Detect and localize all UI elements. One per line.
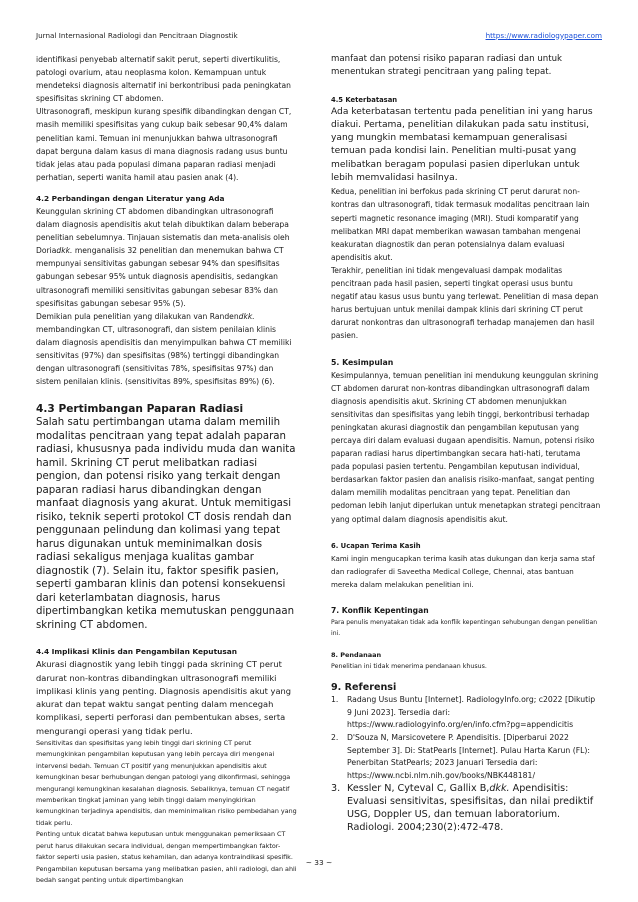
ultrasound-paragraph: Ultrasonografi, meskipun kurang spesifik dibandingkan dengan CT, masih memiliki spesifisitas yang cukup baik sebesar 90,4% dalam penelitian kami. Temuan ini menunjukkan bahwa ultrasonografi dapat berguna dalam kasus di mana diagnosis radang usus buntu tidak jelas atau pada populasi dimana paparan radiasi menjadi perhatian, seperti wanita hamil atau pasien anak (4). <box>36 107 292 182</box>
reference-item: 1. Radang Usus Buntu [Internet]. RadiologyInfo.org; c2022 [Dikutip 9 Juni 2023]. Tersedia dari: https://www.radiologyinfo.org/en/info.cfm?pg=appendicitis <box>331 695 596 730</box>
journal-url-link[interactable]: https://www.radiologypaper.com <box>485 30 602 40</box>
section-4-2-heading: 4.2 Perbandingan dengan Literatur yang Ada <box>36 193 225 203</box>
section-4-4-heading: 4.4 Implikasi Klinis dan Pengambilan Keputusan <box>36 647 238 657</box>
section-6-paragraph: Kami ingin mengucapkan terima kasih atas dukungan dan kerja sama staf dan radiografer di Saveetha Medical College, Chennai, atas bantuan mereka dalam melakukan penelitian ini. <box>331 553 595 589</box>
section-8-heading: 8. Pendanaan <box>331 650 382 659</box>
section-8-paragraph: Penelitian ini tidak menerima pendanaan khusus. <box>331 662 487 670</box>
section-4-5-paragraph-1: Ada keterbatasan tertentu pada penelitian ini yang harus diakui. Pertama, penelitian dilakukan pada satu institusi, yang mungkin membatasi kemampuan generalisasi temuan pada kondisi lain. Penelitian multi-pusat yang melibatkan beragam populasi pasien diperlukan untuk lebih memvalidasi hasilnya. <box>331 106 593 184</box>
section-4-5-heading: 4.5 Keterbatasan <box>331 95 398 104</box>
section-7-paragraph: Para penulis menyatakan tidak ada konflik kepentingan sehubungan dengan penelitian ini. <box>331 618 598 638</box>
section-9-heading: 9. Referensi <box>331 682 397 694</box>
continued-paragraph: manfaat dan potensi risiko paparan radiasi dan untuk menentukan strategi pencitraan yang paling tepat. <box>331 54 563 78</box>
section-4-4-paragraph-3: Penting untuk dicatat bahwa keputusan untuk menggunakan pemeriksaan CT perut harus dilakukan secara individual, dengan mempertimbangkan faktor-faktor seperti usia pasien, status kehamilan, dan adanya kontraindikasi spesifik. Pengambilan keputusan bersama yang melibatkan pasien, ahli radiologi, dan ahli bedah sangat penting untuk dipertimbangkan <box>36 830 297 884</box>
page-header <box>36 28 602 42</box>
intro-paragraph: identifikasi penyebab alternatif sakit perut, seperti divertikulitis, patologi ovarium, atau neoplasma kolon. Kemampuan untuk mendeteksi diagnosis alternatif ini berkontribusi pada peningkatan spesifisitas skrining CT abdomen. <box>36 55 291 104</box>
reference-item: 2. D'Souza N, Marsicovetere P. Apendisitis. [Diperbarui 2022 September 3]. Di: StatPearls [Internet]. Pulau Harta Karun (FL): Penerbitan StatPearls; 2023 Januari Tersedia dari: https://www.ncbi.nlm.nih.gov/books/NBK448181/ <box>331 732 590 780</box>
section-7-heading: 7. Konflik Kepentingan <box>331 605 429 615</box>
section-4-3-paragraph: Salah satu pertimbangan utama dalam memilih modalitas pencitraan yang tepat adalah paparan radiasi, khususnya pada individu muda dan wanita hamil. Skrining CT perut melibatkan radiasi pengion, dan potensi risiko yang terkait dengan paparan radiasi harus dibandingkan dengan manfaat diagnosis yang akurat. Untuk memitigasi risiko, teknik seperti protokol CT dosis rendah dan penggunaan pelindung dan kolimasi yang tepat harus digunakan untuk meminimalkan dosis radiasi sekaligus menjaga kualitas gambar diagnostik (7). Selain itu, faktor spesifik pasien, seperti gambaran klinis dan potensi konsekuensi dari keterlambatan diagnosis, harus dipertimbangkan ketika memutuskan penggunaan skrining CT abdomen. <box>36 417 296 631</box>
journal-title: Jurnal Internasional Radiologi dan Pencitraan Diagnostik <box>36 30 238 40</box>
section-4-2-paragraph-2: Demikian pula penelitian yang dilakukan van Randendkk. membandingkan CT, ultrasonografi, dan sistem penilaian klinis dalam diagnosis apendisitis dan menyimpulkan bahwa CT memiliki sensitivitas (97%) dan spesifisitas (98%) tertinggi dibandingkan dengan ultrasonografi (sensitivitas 78%, spesifisitas 97%) dan sistem penilaian klinis. (sensitivitas 89%, spesifisitas 89%) (6). <box>36 311 292 387</box>
section-4-5-paragraph-3: Terakhir, penelitian ini tidak mengevaluasi dampak modalitas pencitraan pada hasil pasien, seperti tingkat operasi usus buntu negatif atau kasus usus buntu yang terlewat. Penelitian di masa depan harus bertujuan untuk menilai dampak klinis dari skrining CT perut darurat nonkontras dan ultrasonografi terhadap manajemen dan hasil pasien. <box>331 265 599 341</box>
section-6-heading: 6. Ucapan Terima Kasih <box>331 541 421 550</box>
section-5-paragraph: Kesimpulannya, temuan penelitian ini mendukung keunggulan skrining CT abdomen darurat non-kontras dibandingkan ultrasonografi dalam diagnosis apendisitis akut. Skrining CT abdomen menunjukkan sensitivitas dan spesifisitas yang lebih tinggi, berkontribusi terhadap peningkatan akurasi diagnostik dan pengambilan keputusan yang percaya diri dalam evaluasi dugaan apendisitis. Namun, potensi risiko paparan radiasi harus dipertimbangkan secara hati-hati, terutama pada populasi pasien tertentu. Pengambilan keputusan individual, berdasarkan faktor pasien dan analisis risiko-manfaat, sangat penting dalam memilih modalitas pencitraan yang tepat. Penelitian dan pedoman lebih lanjut diperlukan untuk menetapkan strategi pencitraan yang optimal dalam diagnosis apendisitis akut. <box>331 370 601 524</box>
section-4-4-paragraph-2: Sensitivitas dan spesifisitas yang lebih tinggi dari skrining CT perut memungkinkan pengambilan keputusan yang lebih percaya diri mengenai intervensi bedah. Temuan CT positif yang menunjukkan apendisitis akut kemungkinan besar berhubungan dengan patologi yang dikonfirmasi, sehingga mengurangi kemungkinan kesalahan diagnosis. Sebaliknya, temuan CT negatif memberikan tingkat jaminan yang lebih tinggi dalam menyingkirkan kemungkinan terjadinya apendisitis, dan meminimalkan risiko pembedahan yang tidak perlu. <box>36 739 297 827</box>
left-column <box>36 53 298 886</box>
page-number: ~ 33 ~ <box>305 858 333 867</box>
section-4-2-paragraph-1: Keunggulan skrining CT abdomen dibandingkan ultrasonografi dalam diagnosis apendisitis akut telah dibuktikan dalam beberapa penelitian sebelumnya. Tinjauan sistematis dan meta-analisis oleh Doriadkk. menganalisis 32 penelitian dan menemukan bahwa CT mempunyai sensitivitas gabungan sebesar 94% dan spesifisitas gabungan sebesar 95% untuk diagnosis apendisitis, sedangkan ultrasonografi memiliki sensitivitas gabungan sebesar 83% dan spesifisitas gabungan sebesar 95% (5). <box>36 206 290 308</box>
section-4-4-paragraph-1: Akurasi diagnostik yang lebih tinggi pada skrining CT perut darurat non-kontras dibandingkan ultrasonografi memiliki implikasi klinis yang penting. Diagnosis apendisitis akut yang akurat dan tepat waktu sangat penting dalam mencegah komplikasi, seperti perforasi dan pembentukan abses, serta mengurangi operasi yang tidak perlu. <box>36 659 292 736</box>
section-4-5-paragraph-2: Kedua, penelitian ini berfokus pada skrining CT perut darurat non-kontras dan ultrasonografi, tidak termasuk modalitas pencitraan lain seperti magnetic resonance imaging (MRI). Studi komparatif yang melibatkan MRI dapat memberikan wawasan tambahan mengenai keakuratan diagnostik dan peran potensialnya dalam evaluasi apendisitis akut. <box>331 187 590 262</box>
reference-item: 3. Kessler N, Cyteval C, Gallix B,dkk. Apendisitis: Evaluasi sensitivitas, spesifisitas, dan nilai prediktif USG, Doppler US, dan temuan laboratorium. Radiologi. 2004;230(2):472-478. <box>331 783 594 834</box>
section-5-heading: 5. Kesimpulan <box>331 357 394 367</box>
section-4-3-heading: 4.3 Pertimbangan Paparan Radiasi <box>36 403 244 416</box>
reference-list <box>331 694 601 834</box>
right-column <box>331 53 601 834</box>
